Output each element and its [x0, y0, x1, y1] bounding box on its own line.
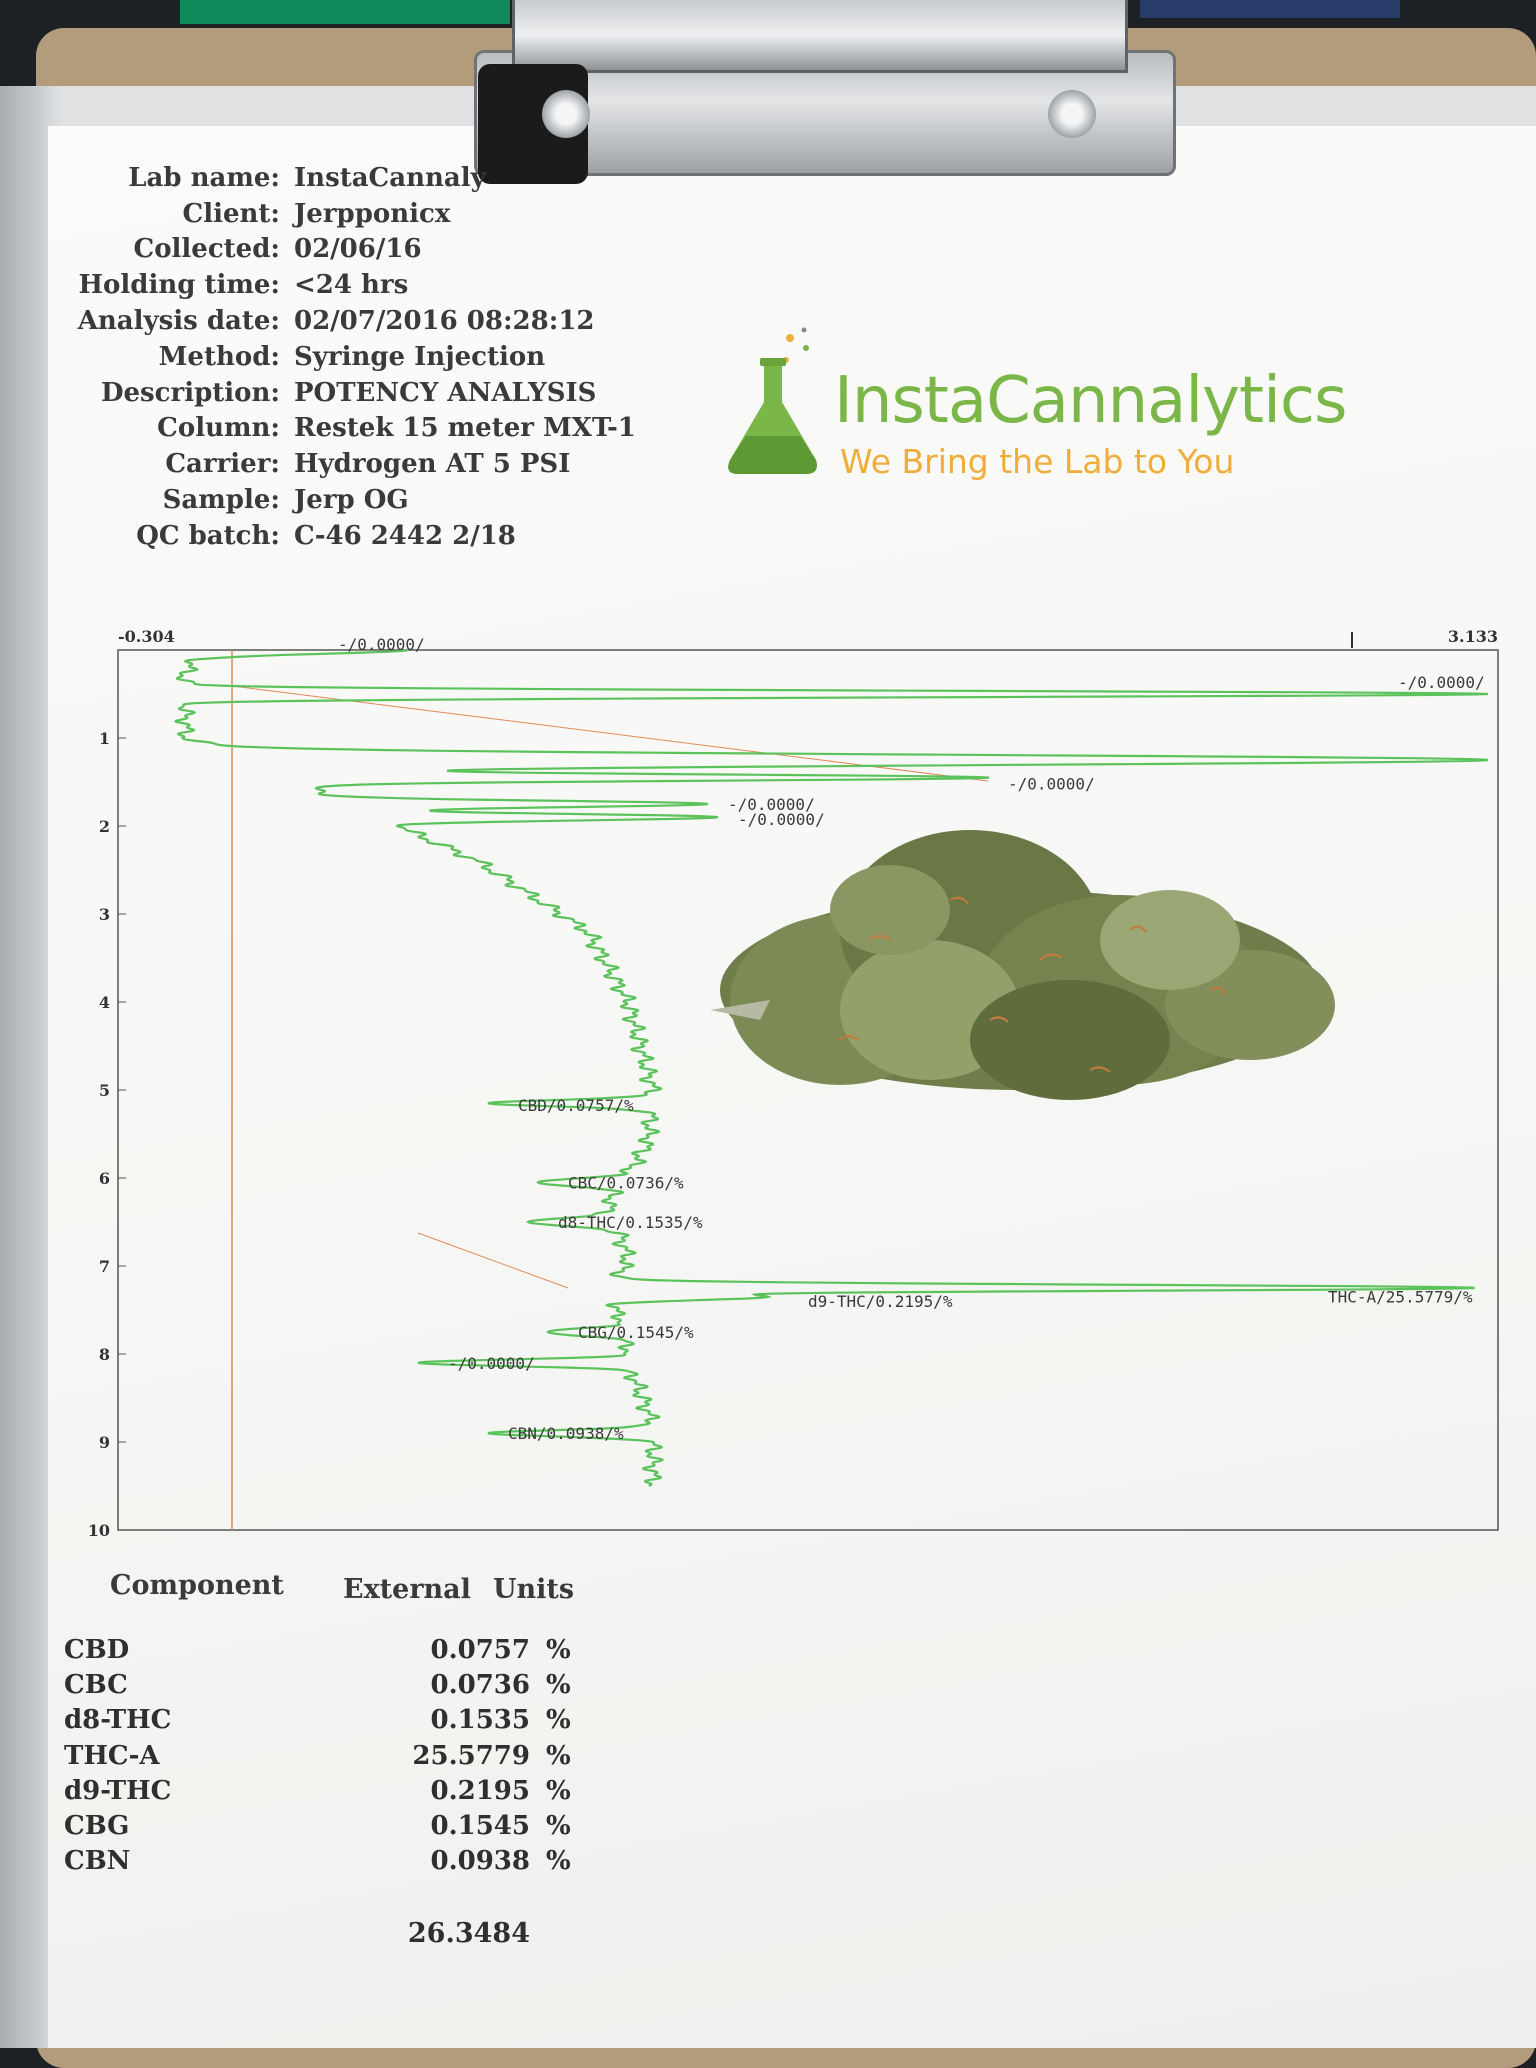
y-tick-label: 10 — [87, 1521, 110, 1540]
company-logo — [716, 320, 1347, 500]
peak-label: CBD/0.0757/% — [518, 1096, 634, 1116]
header-label: Method: — [158, 341, 280, 372]
component-value: 0.0757 — [430, 1635, 530, 1665]
peak-label: d9-THC/0.2195/% — [808, 1291, 953, 1311]
peak-label: CBN/0.0938/% — [508, 1424, 624, 1444]
y-tick-label: 6 — [98, 1169, 110, 1188]
header-row — [70, 303, 670, 339]
column-header-external: External — [343, 1574, 471, 1605]
peak-label: THC-A/25.5779/% — [1328, 1287, 1473, 1307]
report-header — [70, 160, 670, 554]
y-tick-label: 2 — [98, 817, 110, 836]
header-label: Sample: — [162, 485, 280, 516]
table-row — [60, 1846, 660, 1881]
peak-label: -/0.0000/ — [1398, 673, 1485, 692]
header-row — [70, 375, 670, 411]
component-name: CBC — [64, 1670, 128, 1701]
header-label: Lab name: — [128, 162, 280, 193]
component-name: CBG — [64, 1810, 130, 1841]
header-row — [70, 411, 670, 447]
peak-label: -/0.0000/ — [338, 635, 425, 654]
peak-label: -/0.0000/ — [728, 795, 815, 814]
component-unit: % — [546, 1670, 571, 1701]
clip-lever — [512, 0, 1128, 73]
header-value: Hydrogen AT 5 PSI — [294, 449, 571, 480]
header-label: Analysis date: — [77, 306, 280, 337]
component-unit: % — [546, 1775, 571, 1806]
header-value: POTENCY ANALYSIS — [294, 377, 597, 408]
component-value: 0.1545 — [430, 1810, 530, 1841]
y-tick-label: 7 — [98, 1257, 110, 1276]
logo-wordmark: InstaCannalytics — [834, 364, 1347, 438]
clip-rivet — [542, 90, 590, 138]
peak-label: -/0.0000/ — [448, 1353, 535, 1373]
logo-tagline: We Bring the Lab to You — [840, 442, 1235, 481]
header-value: <24 hrs — [294, 270, 409, 301]
baseline-segment — [418, 1233, 568, 1288]
background-blue-strip — [1140, 0, 1400, 18]
header-label: QC batch: — [136, 520, 280, 551]
header-value: InstaCannaly — [294, 162, 486, 193]
y-tick-label: 3 — [98, 905, 110, 924]
header-value: 02/06/16 — [294, 234, 422, 265]
component-name: CBD — [64, 1635, 130, 1665]
flask-icon — [716, 324, 826, 484]
y-tick-label: 1 — [98, 729, 110, 748]
component-value: 0.1535 — [430, 1705, 530, 1736]
component-unit: % — [546, 1740, 571, 1771]
peak-label: CBC/0.0736/% — [568, 1173, 684, 1193]
component-name: d8-THC — [64, 1705, 172, 1736]
component-value: 25.5779 — [412, 1740, 530, 1771]
component-name: d9-THC — [64, 1775, 172, 1806]
y-tick-label: 8 — [98, 1345, 110, 1364]
table-row — [60, 1670, 660, 1705]
background-green-strip — [180, 0, 510, 24]
header-row — [70, 518, 670, 554]
header-row — [70, 267, 670, 303]
peak-label: -/0.0000/ — [738, 810, 825, 830]
y-tick-label: 9 — [98, 1433, 110, 1452]
header-row — [70, 446, 670, 482]
header-label: Holding time: — [78, 270, 280, 301]
header-row — [70, 232, 670, 268]
component-value: 0.0736 — [430, 1670, 530, 1701]
y-tick-label: 4 — [98, 993, 110, 1012]
total-value: 26.3484 — [407, 1918, 530, 1949]
component-name: CBN — [64, 1846, 131, 1877]
table-row — [60, 1635, 660, 1670]
header-label: Client: — [182, 198, 280, 229]
header-label: Description: — [100, 377, 280, 408]
table-row — [60, 1776, 660, 1811]
peak-label: CBG/0.1545/% — [578, 1323, 694, 1342]
table-row — [60, 1705, 660, 1740]
column-header-component: Component — [110, 1570, 284, 1601]
header-label: Column: — [157, 413, 280, 444]
header-label: Collected: — [133, 234, 280, 265]
header-value: 02/07/2016 08:28:12 — [294, 306, 595, 337]
x-min-label: -0.304 — [118, 627, 175, 646]
column-header-units: Units — [493, 1574, 575, 1605]
component-unit: % — [546, 1810, 571, 1841]
header-value: Restek 15 meter MXT-1 — [294, 413, 636, 444]
component-unit: % — [546, 1705, 571, 1736]
header-value: Syringe Injection — [294, 341, 546, 372]
component-unit: % — [546, 1846, 571, 1877]
header-value: C-46 2442 2/18 — [294, 520, 516, 551]
header-row — [70, 160, 670, 196]
x-max-label: 3.133 — [1447, 627, 1498, 646]
component-value: 0.2195 — [430, 1775, 530, 1806]
header-row — [70, 482, 670, 518]
component-value: 0.0938 — [430, 1846, 530, 1877]
header-row — [70, 196, 670, 232]
results-rows — [60, 1635, 660, 1881]
peak-label: -/0.0000/ — [1008, 774, 1095, 794]
table-row — [60, 1741, 660, 1776]
y-tick-label: 5 — [98, 1081, 110, 1100]
header-row — [70, 339, 670, 375]
component-unit: % — [546, 1635, 571, 1665]
cannabis-bud-photo — [690, 820, 1340, 1140]
component-name: THC-A — [64, 1740, 160, 1771]
header-value: Jerp OG — [294, 485, 409, 516]
peak-label: d8-THC/0.1535/% — [558, 1213, 703, 1232]
clip-rivet — [1048, 90, 1096, 138]
table-row — [60, 1811, 660, 1846]
header-label: Carrier: — [165, 449, 280, 480]
header-value: Jerpponicx — [294, 198, 451, 229]
